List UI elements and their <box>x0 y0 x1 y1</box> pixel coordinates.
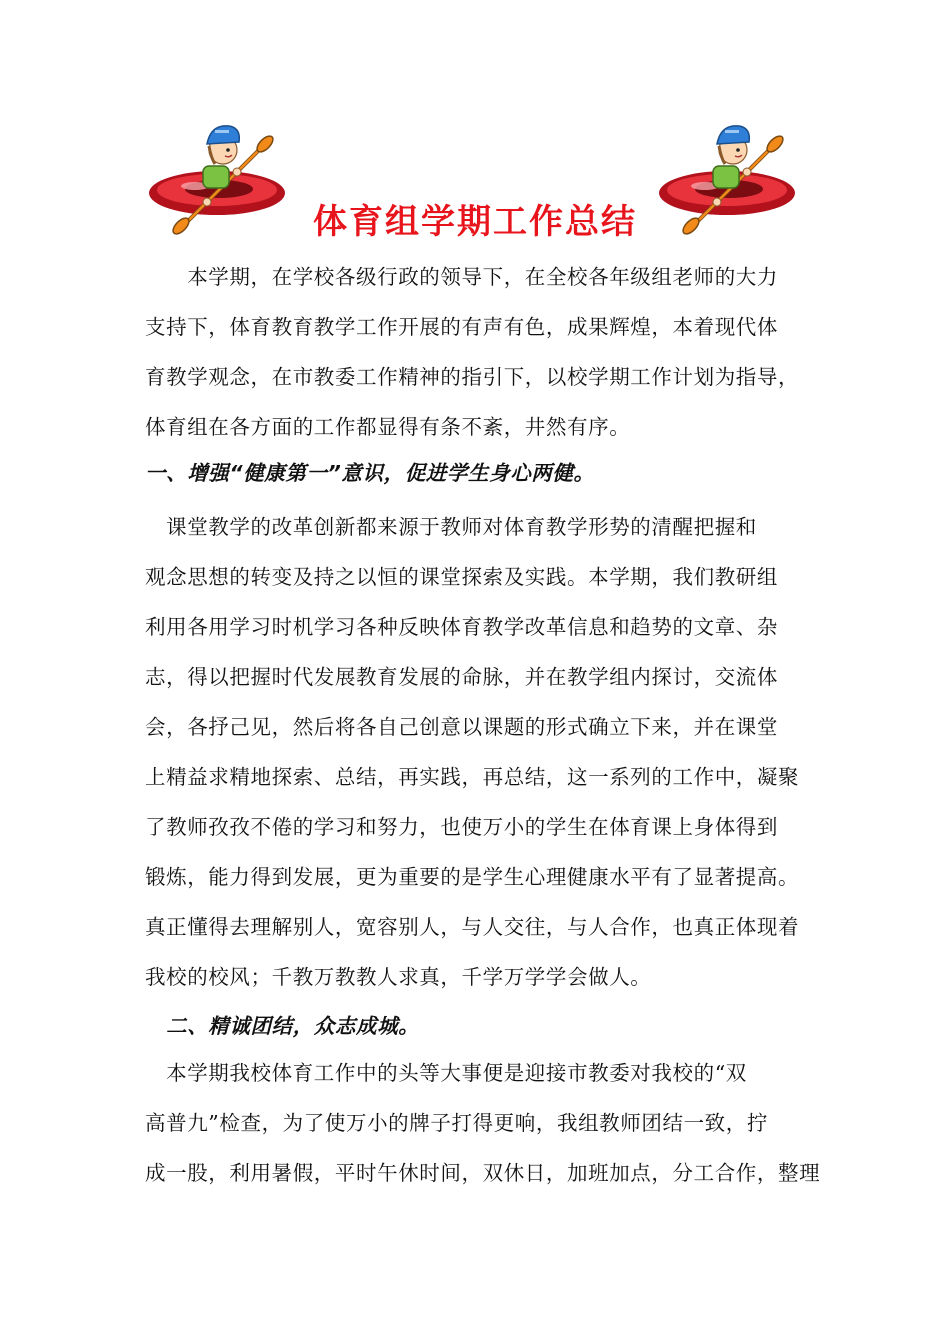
text-line: 上精益求精地探索、总结，再实践，再总结，这一系列的工作中，凝聚 <box>145 765 800 789</box>
text-line: 课堂教学的改革创新都来源于教师对体育教学形势的清醒把握和 <box>145 515 757 539</box>
text-line: 我校的校风；千教万教教人求真，千学万学学会做人。 <box>145 965 652 989</box>
text-line: 本学期，在学校各级行政的领导下，在全校各年级组老师的大力 <box>145 265 778 289</box>
text-line: 观念思想的转变及持之以恒的课堂探索及实践。本学期，我们教研组 <box>145 565 778 589</box>
text-line: 支持下，体育教育教学工作开展的有声有色，成果辉煌，本着现代体 <box>145 315 778 339</box>
section-heading-1: 一、增强“健康第一”意识，促进学生身心两健。 <box>145 461 595 485</box>
text-line: 高普九”检查，为了使万小的牌子打得更响，我组教师团结一致，拧 <box>145 1111 768 1135</box>
document-title: 体育组学期工作总结 <box>313 202 637 242</box>
text-line: 会，各抒己见，然后将各自己创意以课题的形式确立下来，并在课堂 <box>145 715 778 739</box>
text-line: 真正懂得去理解别人，宽容别人，与人交往，与人合作，也真正体现着 <box>145 915 800 939</box>
paragraph-section-2 <box>145 1048 821 1198</box>
text-line: 了教师孜孜不倦的学习和努力，也使万小的学生在体育课上身体得到 <box>145 815 778 839</box>
paragraph-section-1 <box>145 502 810 1002</box>
section-heading-2: 二、精诚团结，众志成城。 <box>145 1014 420 1038</box>
paragraph-intro <box>145 252 810 452</box>
text-line: 体育组在各方面的工作都显得有条不紊，井然有序。 <box>145 415 631 439</box>
text-line: 育教学观念，在市教委工作精神的指引下，以校学期工作计划为指导， <box>145 365 800 389</box>
text-line: 利用各用学习时机学习各种反映体育教学改革信息和趋势的文章、杂 <box>145 615 778 639</box>
text-line: 志，得以把握时代发展教育发展的命脉，并在教学组内探讨，交流体 <box>145 665 778 689</box>
text-line: 锻炼，能力得到发展，更为重要的是学生心理健康水平有了显著提高。 <box>145 865 800 889</box>
text-line: 本学期我校体育工作中的头等大事便是迎接市教委对我校的“双 <box>145 1061 747 1085</box>
text-line: 成一股，利用暑假，平时午休时间，双休日，加班加点，分工合作，整理 <box>145 1161 821 1185</box>
